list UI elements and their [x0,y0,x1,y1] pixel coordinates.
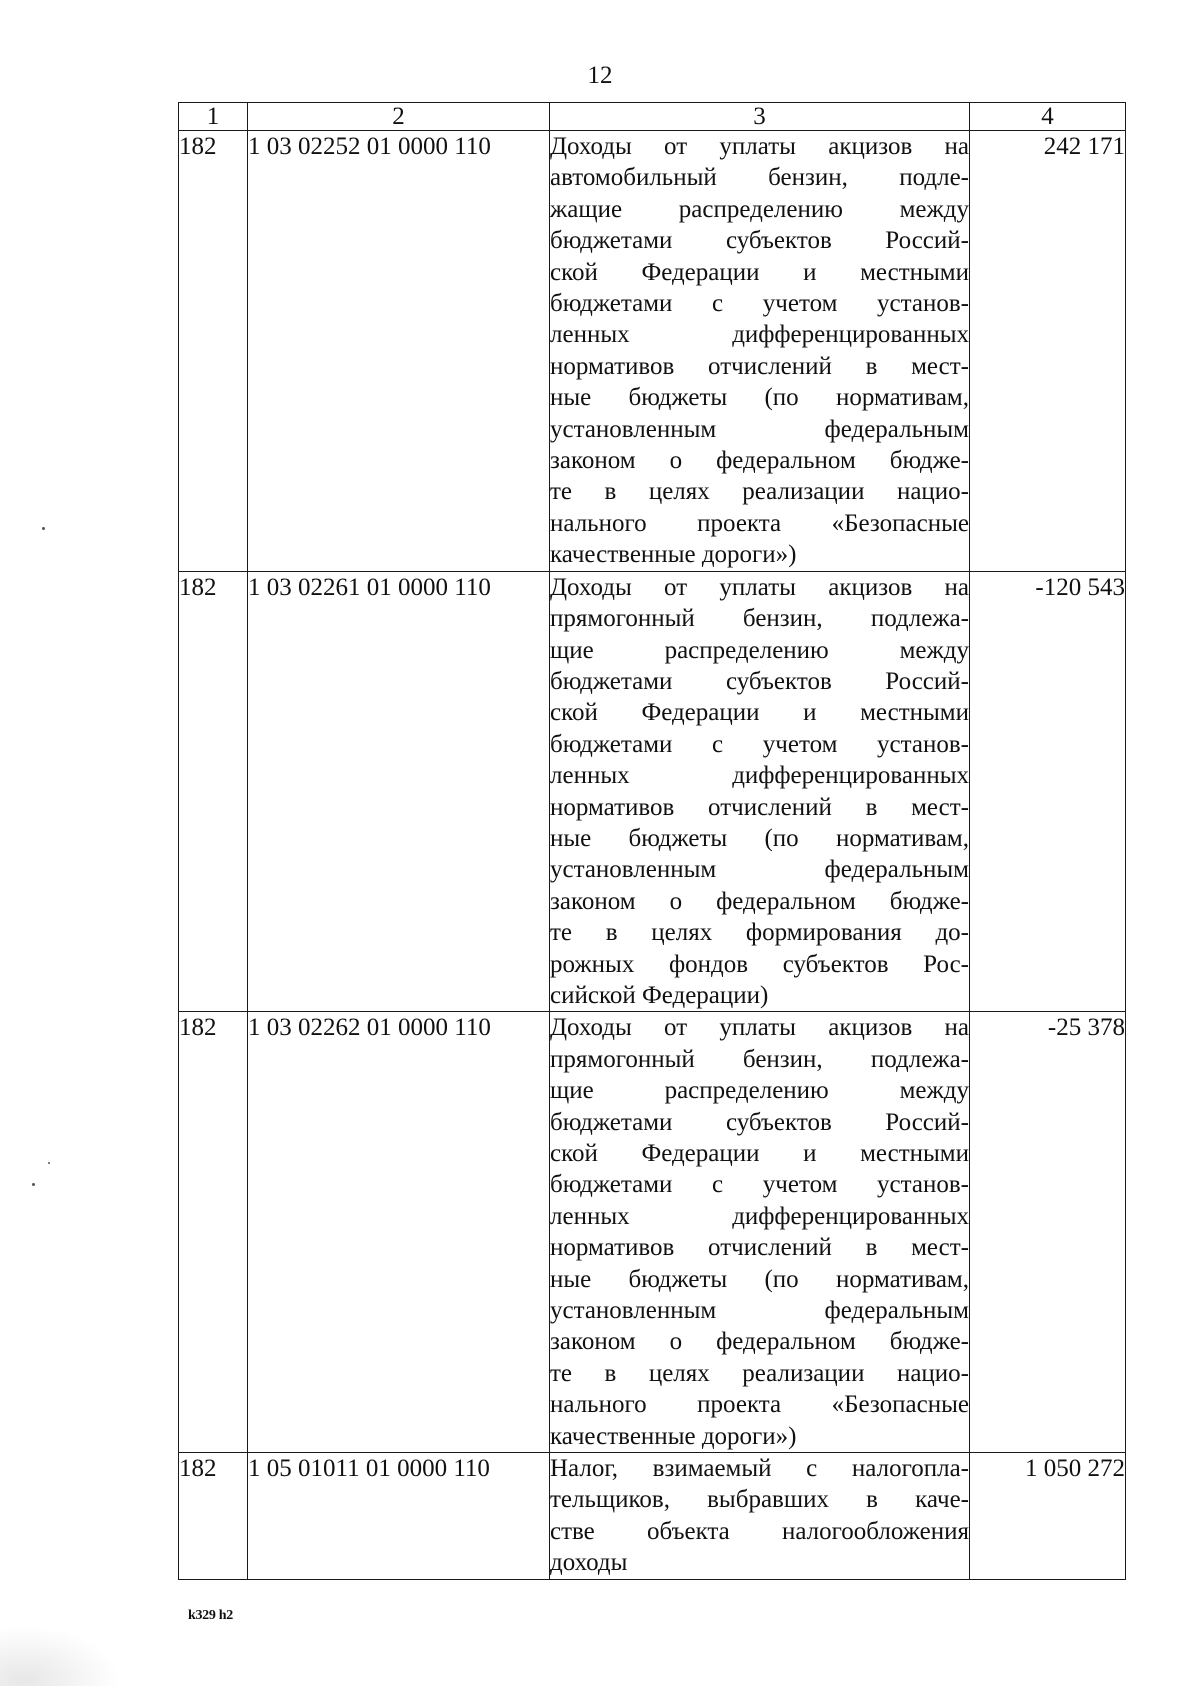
description-line: прямогонный бензин, подлежа- [550,605,969,633]
classification-code-cell: 1 03 02261 01 0000 110 [248,571,550,1012]
description-line: законом о федеральном бюдже- [550,1328,969,1356]
description-line: те в целях формирования до- [550,919,969,947]
description-line: автомобильный бензин, подле- [550,164,969,192]
column-header-1: 1 [179,103,248,131]
budget-revenue-table [178,102,1126,1580]
description-line: ской Федерации и местными [550,258,969,286]
description-line: Доходы от уплаты акцизов на [550,1014,969,1042]
admin-code-cell: 182 [179,131,248,572]
description-line: бюджетами с учетом установ- [550,730,969,758]
description-line: щие распределению между [550,636,969,664]
classification-code-cell: 1 03 02252 01 0000 110 [248,131,550,572]
description-line: нормативов отчислений в мест- [550,352,969,380]
description-line: Доходы от уплаты акцизов на [550,133,969,160]
description-line: нормативов отчислений в мест- [550,793,969,821]
description-line: ленных дифференцированных [550,321,969,349]
description-line: Доходы от уплаты акцизов на [550,573,969,601]
description-line: ской Федерации и местными [550,1140,969,1167]
description-line: Налог, взимаемый с налогопла- [550,1455,969,1483]
scan-speck [42,527,45,530]
table-row [179,131,1126,572]
column-header-4: 4 [970,103,1126,131]
description-cell [550,1012,970,1453]
scan-speck [48,1162,50,1164]
amount-cell: -120 543 [970,571,1126,1012]
description-line: бюджетами с учетом установ- [550,290,969,318]
description-line: те в целях реализации нацио- [550,1359,969,1387]
description-line: ные бюджеты (по нормативам, [550,824,969,852]
description-line: установленным федеральным [550,856,969,884]
amount-cell: -25 378 [970,1012,1126,1453]
description-line: щие распределению между [550,1077,969,1105]
table-body [179,131,1126,1580]
table-row [179,571,1126,1012]
description-line: тельщиков, выбравших в каче- [550,1486,969,1514]
description-line: те в целях реализации нацио- [550,478,969,506]
description-line: нального проекта «Безопасные [550,1391,969,1419]
scan-edge-noise [0,1626,120,1686]
description-cell [550,571,970,1012]
description-line: ные бюджеты (по нормативам, [550,384,969,412]
description-line: прямогонный бензин, подлежа- [550,1045,969,1073]
description-line: ленных дифференцированных [550,762,969,790]
classification-code-cell: 1 03 02262 01 0000 110 [248,1012,550,1453]
description-line: нального проекта «Безопасные [550,509,969,537]
description-line: ные бюджеты (по нормативам, [550,1265,969,1293]
admin-code-cell: 182 [179,1012,248,1453]
scan-speck [32,1183,35,1186]
description-line: законом о федеральном бюдже- [550,887,969,915]
description-line: доходы [550,1549,628,1577]
description-line: рожных фондов субъектов Рос- [550,950,969,978]
description-line: установленным федеральным [550,1297,969,1325]
table-header-row [179,103,1126,131]
description-line: законом о федеральном бюдже- [550,447,969,475]
description-line: качественные дороги») [550,541,797,569]
description-line: стве объекта налогообложения [550,1517,969,1545]
column-header-3: 3 [550,103,970,131]
table-row [179,1453,1126,1580]
description-line: бюджетами с учетом установ- [550,1171,969,1199]
description-line: нормативов отчислений в мест- [550,1234,969,1262]
description-cell [550,1453,970,1580]
description-line: жащие распределению между [550,195,969,223]
footer-document-code: k329 h2 [188,1608,233,1623]
description-line: бюджетами субъектов Россий- [550,1108,969,1136]
page-number: 12 [587,62,613,89]
amount-cell: 1 050 272 [970,1453,1126,1580]
description-line: ской Федерации и местными [550,699,969,727]
description-line: установленным федеральным [550,415,969,443]
classification-code-cell: 1 05 01011 01 0000 110 [248,1453,550,1580]
description-line: ленных дифференцированных [550,1202,969,1230]
description-line: качественные дороги») [550,1422,797,1450]
description-line: сийской Федерации) [550,981,769,1009]
description-line: бюджетами субъектов Россий- [550,667,969,695]
table-row [179,1012,1126,1453]
description-cell [550,131,970,572]
description-line: бюджетами субъектов Россий- [550,227,969,255]
admin-code-cell: 182 [179,571,248,1012]
amount-cell: 242 171 [970,131,1126,572]
column-header-2: 2 [248,103,550,131]
admin-code-cell: 182 [179,1453,248,1580]
